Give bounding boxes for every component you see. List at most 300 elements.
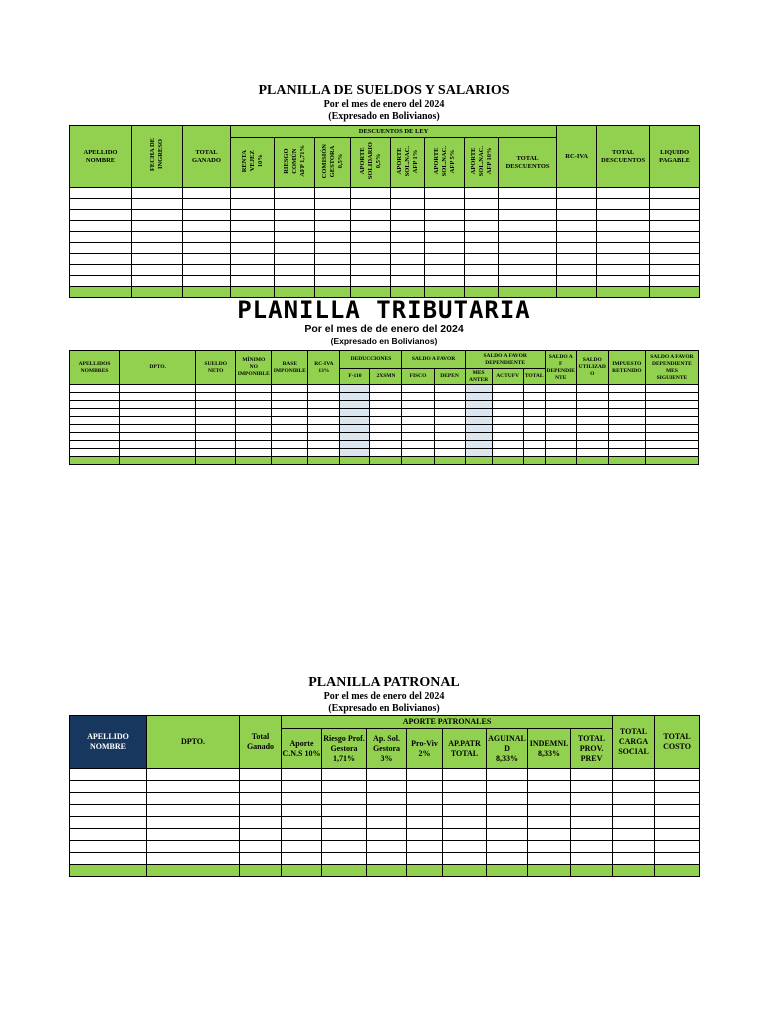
table-cell bbox=[523, 441, 545, 449]
table-row bbox=[70, 232, 700, 243]
table-cell bbox=[367, 829, 407, 841]
table-cell bbox=[231, 276, 275, 287]
table-cell bbox=[523, 417, 545, 425]
table-cell bbox=[240, 817, 282, 829]
table-cell bbox=[370, 401, 402, 409]
table-cell bbox=[70, 441, 120, 449]
table-cell bbox=[487, 781, 528, 793]
table-cell bbox=[523, 425, 545, 433]
table-cell bbox=[402, 409, 434, 417]
col-rc-iva: RC-IVA bbox=[557, 126, 597, 188]
trib-col-base: BASE IMPONIBLE bbox=[272, 351, 308, 385]
table-cell bbox=[236, 385, 272, 393]
table-cell bbox=[407, 805, 443, 817]
trib-col-impuesto-retenido: IMPUESTO RETENIDO bbox=[608, 351, 645, 385]
patronal-currency: (Expresado en Bolivianos) bbox=[328, 703, 440, 714]
table-cell bbox=[571, 829, 613, 841]
table-row bbox=[70, 817, 700, 829]
table-cell bbox=[272, 433, 308, 441]
table-cell bbox=[443, 853, 487, 865]
table-cell bbox=[545, 393, 576, 401]
pat-col-dpto: DPTO. bbox=[147, 716, 240, 769]
table-cell bbox=[443, 865, 487, 877]
trib-col-minimo: MÍNIMO NO IMPONIBLE bbox=[236, 351, 272, 385]
table-cell bbox=[465, 276, 499, 287]
table-cell bbox=[70, 243, 132, 254]
table-cell bbox=[402, 401, 434, 409]
table-cell bbox=[367, 793, 407, 805]
table-cell bbox=[576, 409, 608, 417]
pat-col-total-ganado: Total Ganado bbox=[240, 716, 282, 769]
table-cell bbox=[367, 853, 407, 865]
patronal-period: Por el mes de enero del 2024 bbox=[323, 691, 445, 702]
table-cell bbox=[147, 853, 240, 865]
table-cell bbox=[557, 287, 597, 298]
table-row bbox=[70, 433, 699, 441]
table-cell bbox=[613, 829, 655, 841]
table-cell bbox=[272, 441, 308, 449]
table-cell bbox=[492, 409, 523, 417]
table-cell bbox=[571, 853, 613, 865]
table-cell bbox=[492, 425, 523, 433]
table-cell bbox=[70, 793, 147, 805]
table-cell bbox=[655, 793, 700, 805]
table-cell bbox=[282, 841, 322, 853]
table-cell bbox=[402, 433, 434, 441]
table-cell bbox=[391, 265, 425, 276]
table-cell bbox=[557, 221, 597, 232]
table-cell bbox=[407, 769, 443, 781]
table-cell bbox=[571, 841, 613, 853]
table-footer-row bbox=[70, 865, 700, 877]
trib-group-deducciones: DEDUCCIONES bbox=[340, 351, 402, 369]
table-cell bbox=[231, 221, 275, 232]
table-cell bbox=[655, 781, 700, 793]
table-cell bbox=[370, 425, 402, 433]
table-cell bbox=[322, 829, 367, 841]
table-cell bbox=[528, 829, 571, 841]
table-cell bbox=[545, 425, 576, 433]
table-cell bbox=[434, 385, 465, 393]
col-aporte-sol-nac-5 bbox=[425, 138, 465, 188]
table-cell bbox=[272, 401, 308, 409]
table-cell bbox=[425, 210, 465, 221]
sueldos-currency: (Expresado en Bolivianos) bbox=[328, 111, 440, 122]
pat-col-ap-patr-total: AP.PATR TOTAL bbox=[443, 729, 487, 769]
table-cell bbox=[340, 417, 370, 425]
table-cell bbox=[655, 853, 700, 865]
table-cell bbox=[120, 441, 196, 449]
table-cell bbox=[402, 417, 434, 425]
table-cell bbox=[183, 221, 231, 232]
table-cell bbox=[308, 417, 340, 425]
table-cell bbox=[147, 805, 240, 817]
table-cell bbox=[308, 385, 340, 393]
table-cell bbox=[120, 401, 196, 409]
table-cell bbox=[523, 385, 545, 393]
table-cell bbox=[308, 401, 340, 409]
table-cell bbox=[434, 441, 465, 449]
table-cell bbox=[282, 781, 322, 793]
table-cell bbox=[70, 425, 120, 433]
table-cell bbox=[370, 417, 402, 425]
table-cell bbox=[487, 853, 528, 865]
table-cell bbox=[528, 781, 571, 793]
table-cell bbox=[70, 817, 147, 829]
table-row bbox=[70, 769, 700, 781]
table-cell bbox=[70, 199, 132, 210]
table-cell bbox=[231, 243, 275, 254]
table-cell bbox=[523, 401, 545, 409]
table-cell bbox=[425, 188, 465, 199]
table-cell bbox=[492, 449, 523, 457]
table-cell bbox=[465, 401, 492, 409]
table-cell bbox=[528, 769, 571, 781]
table-cell bbox=[196, 457, 236, 465]
table-cell bbox=[465, 433, 492, 441]
table-cell bbox=[557, 210, 597, 221]
table-cell bbox=[275, 254, 315, 265]
table-cell bbox=[120, 425, 196, 433]
col-renta-vejez-label: RENTA VEJEZ 10% bbox=[240, 149, 264, 173]
table-cell bbox=[132, 199, 183, 210]
table-cell bbox=[576, 441, 608, 449]
table-cell bbox=[523, 409, 545, 417]
table-cell bbox=[183, 210, 231, 221]
table-cell bbox=[545, 417, 576, 425]
table-cell bbox=[434, 393, 465, 401]
table-cell bbox=[132, 188, 183, 199]
col-total-descuentos-ley: TOTAL DESCUENTOS bbox=[499, 138, 557, 188]
table-cell bbox=[645, 449, 698, 457]
table-cell bbox=[645, 401, 698, 409]
table-cell bbox=[571, 805, 613, 817]
table-cell bbox=[608, 433, 645, 441]
table-cell bbox=[340, 409, 370, 417]
table-cell bbox=[275, 243, 315, 254]
table-cell bbox=[443, 793, 487, 805]
table-cell bbox=[231, 265, 275, 276]
table-cell bbox=[231, 254, 275, 265]
table-cell bbox=[308, 449, 340, 457]
table-cell bbox=[147, 817, 240, 829]
table-cell bbox=[655, 805, 700, 817]
trib-col-f110: F-110 bbox=[340, 369, 370, 385]
table-row bbox=[70, 409, 699, 417]
table-row bbox=[70, 853, 700, 865]
sueldos-period: Por el mes de enero del 2024 bbox=[323, 99, 445, 110]
table-cell bbox=[275, 232, 315, 243]
table-cell bbox=[120, 417, 196, 425]
table-cell bbox=[487, 793, 528, 805]
table-cell bbox=[492, 441, 523, 449]
table-cell bbox=[597, 287, 650, 298]
table-cell bbox=[645, 417, 698, 425]
table-cell bbox=[120, 385, 196, 393]
table-cell bbox=[613, 769, 655, 781]
table-row bbox=[70, 221, 700, 232]
table-cell bbox=[120, 409, 196, 417]
table-cell bbox=[147, 793, 240, 805]
table-cell bbox=[275, 265, 315, 276]
table-cell bbox=[465, 232, 499, 243]
table-cell bbox=[576, 425, 608, 433]
table-cell bbox=[272, 417, 308, 425]
patronal-title: PLANILLA PATRONAL bbox=[308, 675, 460, 690]
table-cell bbox=[367, 817, 407, 829]
table-cell bbox=[275, 199, 315, 210]
table-cell bbox=[407, 793, 443, 805]
table-cell bbox=[183, 232, 231, 243]
table-cell bbox=[655, 865, 700, 877]
table-cell bbox=[391, 232, 425, 243]
table-row bbox=[70, 829, 700, 841]
table-cell bbox=[308, 425, 340, 433]
table-cell bbox=[340, 401, 370, 409]
table-cell bbox=[132, 232, 183, 243]
table-cell bbox=[236, 425, 272, 433]
trib-group-saldo-dependiente: SALDO A FAVOR DEPENDIENTE bbox=[465, 351, 545, 369]
pat-col-total-prov-prev: TOTAL PROV. PREV bbox=[571, 729, 613, 769]
table-cell bbox=[402, 449, 434, 457]
table-row bbox=[70, 276, 700, 287]
table-cell bbox=[425, 221, 465, 232]
table-cell bbox=[196, 401, 236, 409]
patronal-title-block bbox=[0, 675, 768, 715]
table-cell bbox=[340, 449, 370, 457]
table-cell bbox=[465, 449, 492, 457]
table-cell bbox=[576, 393, 608, 401]
col-riesgo-comun-label: RIESGO COMÚN AFP 1,71% bbox=[282, 145, 306, 177]
table-cell bbox=[272, 425, 308, 433]
table-cell bbox=[231, 199, 275, 210]
table-cell bbox=[275, 276, 315, 287]
table-cell bbox=[196, 449, 236, 457]
table-cell bbox=[528, 841, 571, 853]
table-cell bbox=[597, 221, 650, 232]
table-cell bbox=[322, 769, 367, 781]
table-cell bbox=[487, 829, 528, 841]
table-cell bbox=[492, 433, 523, 441]
table-cell bbox=[608, 385, 645, 393]
table-cell bbox=[523, 457, 545, 465]
table-cell bbox=[340, 425, 370, 433]
pat-col-total-costo: TOTAL COSTO bbox=[655, 716, 700, 769]
table-cell bbox=[315, 276, 351, 287]
table-cell bbox=[434, 401, 465, 409]
table-cell bbox=[315, 210, 351, 221]
table-cell bbox=[351, 188, 391, 199]
table-cell bbox=[240, 805, 282, 817]
table-cell bbox=[645, 441, 698, 449]
table-cell bbox=[407, 853, 443, 865]
trib-col-rc-iva: RC-IVA 13% bbox=[308, 351, 340, 385]
table-cell bbox=[183, 254, 231, 265]
table-cell bbox=[613, 781, 655, 793]
table-cell bbox=[402, 393, 434, 401]
table-cell bbox=[70, 188, 132, 199]
table-cell bbox=[120, 449, 196, 457]
table-cell bbox=[465, 441, 492, 449]
table-cell bbox=[597, 254, 650, 265]
table-cell bbox=[272, 457, 308, 465]
table-cell bbox=[236, 393, 272, 401]
table-cell bbox=[147, 781, 240, 793]
table-cell bbox=[576, 449, 608, 457]
table-cell bbox=[492, 401, 523, 409]
table-cell bbox=[613, 793, 655, 805]
col-aporte-sol-nac-10 bbox=[465, 138, 499, 188]
table-cell bbox=[183, 276, 231, 287]
trib-col-saldo-utilizado: SALDO UTILIZAD O bbox=[576, 351, 608, 385]
table-cell bbox=[196, 425, 236, 433]
pat-col-aguinaldo: AGUINAL D 8,33% bbox=[487, 729, 528, 769]
table-cell bbox=[70, 433, 120, 441]
table-cell bbox=[613, 817, 655, 829]
table-cell bbox=[70, 276, 132, 287]
tributaria-title-block bbox=[0, 297, 768, 347]
table-cell bbox=[70, 221, 132, 232]
trib-col-depen: DEPEN bbox=[434, 369, 465, 385]
table-cell bbox=[465, 254, 499, 265]
table-cell bbox=[236, 449, 272, 457]
table-cell bbox=[650, 243, 700, 254]
table-cell bbox=[576, 433, 608, 441]
table-cell bbox=[322, 853, 367, 865]
table-cell bbox=[608, 409, 645, 417]
table-cell bbox=[576, 457, 608, 465]
table-cell bbox=[275, 221, 315, 232]
table-cell bbox=[370, 449, 402, 457]
table-cell bbox=[236, 401, 272, 409]
table-row bbox=[70, 417, 699, 425]
sueldos-body bbox=[70, 188, 700, 298]
table-cell bbox=[322, 841, 367, 853]
table-cell bbox=[571, 793, 613, 805]
table-cell bbox=[434, 449, 465, 457]
table-cell bbox=[407, 841, 443, 853]
table-cell bbox=[340, 393, 370, 401]
table-cell bbox=[370, 457, 402, 465]
table-cell bbox=[70, 853, 147, 865]
table-cell bbox=[557, 199, 597, 210]
table-cell bbox=[70, 781, 147, 793]
table-cell bbox=[425, 265, 465, 276]
table-cell bbox=[132, 276, 183, 287]
table-cell bbox=[528, 817, 571, 829]
table-cell bbox=[613, 865, 655, 877]
table-cell bbox=[608, 401, 645, 409]
trib-col-fisco: FISCO bbox=[402, 369, 434, 385]
table-cell bbox=[367, 841, 407, 853]
table-cell bbox=[183, 188, 231, 199]
table-cell bbox=[650, 276, 700, 287]
table-cell bbox=[308, 409, 340, 417]
table-cell bbox=[70, 449, 120, 457]
table-cell bbox=[70, 210, 132, 221]
table-row bbox=[70, 401, 699, 409]
table-cell bbox=[571, 781, 613, 793]
table-row bbox=[70, 385, 699, 393]
table-cell bbox=[132, 287, 183, 298]
table-cell bbox=[608, 457, 645, 465]
table-cell bbox=[443, 829, 487, 841]
table-cell bbox=[425, 254, 465, 265]
table-cell bbox=[557, 276, 597, 287]
table-cell bbox=[282, 853, 322, 865]
table-cell bbox=[407, 829, 443, 841]
table-cell bbox=[650, 199, 700, 210]
col-aporte-sol-nac-10-label: APORTE SOL.NAC. AFP 10% bbox=[469, 145, 493, 177]
table-cell bbox=[315, 199, 351, 210]
table-cell bbox=[465, 221, 499, 232]
table-cell bbox=[434, 417, 465, 425]
table-cell bbox=[147, 865, 240, 877]
table-cell bbox=[70, 409, 120, 417]
table-cell bbox=[351, 210, 391, 221]
table-cell bbox=[351, 232, 391, 243]
col-liquido-pagable: LIQUIDO PAGABLE bbox=[650, 126, 700, 188]
table-cell bbox=[528, 865, 571, 877]
table-cell bbox=[499, 221, 557, 232]
table-cell bbox=[492, 457, 523, 465]
table-cell bbox=[322, 781, 367, 793]
sueldos-title-block bbox=[0, 83, 768, 123]
table-cell bbox=[240, 829, 282, 841]
pat-col-total-carga-social: TOTAL CARGA SOCIAL bbox=[613, 716, 655, 769]
table-cell bbox=[370, 393, 402, 401]
table-cell bbox=[315, 265, 351, 276]
table-cell bbox=[272, 393, 308, 401]
table-cell bbox=[443, 781, 487, 793]
table-cell bbox=[183, 265, 231, 276]
col-renta-vejez bbox=[231, 138, 275, 188]
table-cell bbox=[132, 210, 183, 221]
table-cell bbox=[492, 393, 523, 401]
table-cell bbox=[465, 417, 492, 425]
table-cell bbox=[499, 210, 557, 221]
table-cell bbox=[282, 817, 322, 829]
table-cell bbox=[434, 433, 465, 441]
table-cell bbox=[367, 769, 407, 781]
table-cell bbox=[391, 188, 425, 199]
table-cell bbox=[282, 865, 322, 877]
table-cell bbox=[650, 221, 700, 232]
col-apellido-nombre: APELLIDO NOMBRE bbox=[70, 126, 132, 188]
trib-col-mes-anter: MES ANTER bbox=[465, 369, 492, 385]
table-cell bbox=[487, 865, 528, 877]
table-cell bbox=[70, 457, 120, 465]
table-cell bbox=[315, 188, 351, 199]
table-cell bbox=[545, 449, 576, 457]
table-cell bbox=[499, 232, 557, 243]
pat-col-apellido-nombre: APELLIDO NOMBRE bbox=[70, 716, 147, 769]
table-cell bbox=[523, 433, 545, 441]
table-cell bbox=[240, 769, 282, 781]
tributaria-period: Por el mes de de enero del 2024 bbox=[304, 323, 464, 335]
table-cell bbox=[545, 385, 576, 393]
sueldos-table bbox=[69, 125, 700, 298]
table-cell bbox=[571, 817, 613, 829]
table-row bbox=[70, 188, 700, 199]
table-cell bbox=[650, 188, 700, 199]
table-cell bbox=[183, 199, 231, 210]
table-cell bbox=[576, 401, 608, 409]
table-cell bbox=[650, 287, 700, 298]
table-cell bbox=[70, 769, 147, 781]
table-cell bbox=[120, 393, 196, 401]
table-cell bbox=[528, 853, 571, 865]
